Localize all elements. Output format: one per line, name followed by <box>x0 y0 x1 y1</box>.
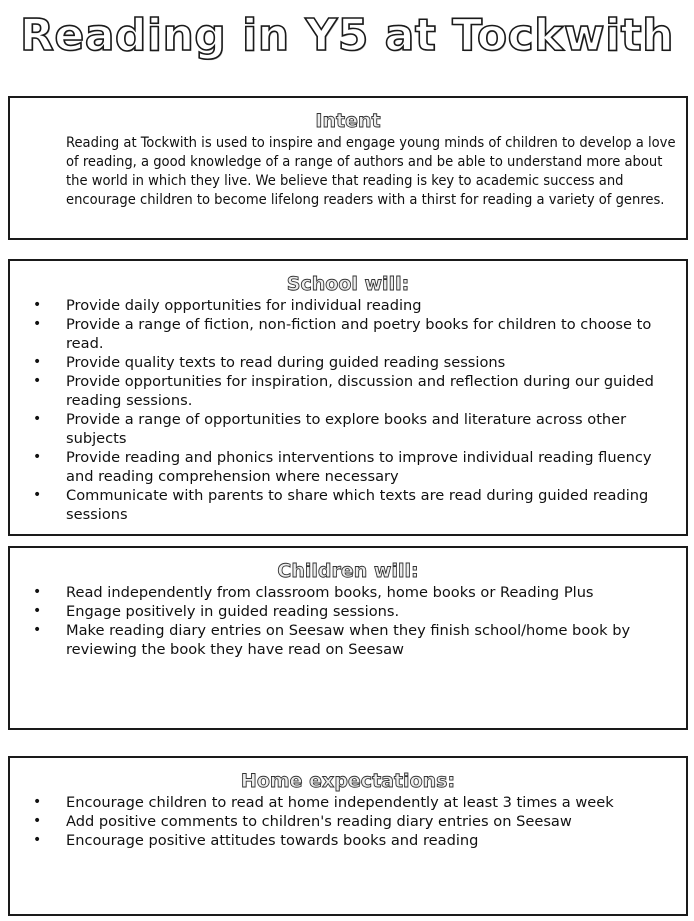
list-item-text: Encourage positive attitudes towards books and reading <box>66 832 479 849</box>
list-item <box>10 812 686 831</box>
bullet-icon: • <box>33 316 42 332</box>
children-will-section <box>8 546 688 730</box>
list-item <box>10 486 686 524</box>
bullet-icon: • <box>33 603 42 619</box>
list-item <box>10 831 686 850</box>
home-expectations-list <box>10 793 686 850</box>
list-item-text: Provide daily opportunities for individual reading <box>66 297 422 314</box>
list-item-text: Provide a range of fiction, non-fiction and poetry books for children to choose to read. <box>66 316 652 352</box>
intent-heading: Intent <box>315 110 381 132</box>
bullet-icon: • <box>33 411 42 427</box>
list-item-text: Communicate with parents to share which texts are read during guided reading sessions <box>66 487 649 523</box>
list-item <box>10 583 686 602</box>
school-will-section <box>8 259 688 536</box>
list-item-text: Provide quality texts to read during guided reading sessions <box>66 354 506 371</box>
list-item <box>10 793 686 812</box>
list-item-text: Add positive comments to children's reading diary entries on Seesaw <box>66 813 572 830</box>
intent-text: Reading at Tockwith is used to inspire and engage young minds of children to develop a love of reading, a good knowledge of a range of authors and be able to understand more about the world in which they live. We believe that reading is key to academic success and encourage children to become lifelong readers with a thirst for reading a variety of genres. <box>66 134 676 208</box>
home-expectations-section <box>8 756 688 916</box>
list-item <box>10 353 686 372</box>
bullet-icon: • <box>33 813 42 829</box>
list-item-text: Read independently from classroom books, home books or Reading Plus <box>66 584 594 601</box>
list-item-text: Make reading diary entries on Seesaw when they finish school/home book by reviewing the book they have read on Seesaw <box>66 622 631 658</box>
list-item <box>10 602 686 621</box>
bullet-icon: • <box>33 487 42 503</box>
bullet-icon: • <box>33 449 42 465</box>
children-will-list <box>10 583 686 659</box>
list-item <box>10 448 686 486</box>
home-expectations-heading: Home expectations: <box>240 770 456 792</box>
page-title: Reading in Y5 at Tockwith <box>19 10 675 61</box>
list-item <box>10 296 686 315</box>
bullet-icon: • <box>33 354 42 370</box>
list-item <box>10 410 686 448</box>
bullet-icon: • <box>33 373 42 389</box>
bullet-icon: • <box>33 297 42 313</box>
bullet-icon: • <box>33 622 42 638</box>
list-item-text: Provide reading and phonics interventions to improve individual reading fluency and reading comprehension where necessary <box>66 449 652 485</box>
list-item-text: Encourage children to read at home independently at least 3 times a week <box>66 794 614 811</box>
bullet-icon: • <box>33 832 42 848</box>
intent-section <box>8 96 688 240</box>
list-item-text: Provide a range of opportunities to explore books and literature across other subjects <box>66 411 627 447</box>
list-item-text: Provide opportunities for inspiration, discussion and reflection during our guided reading sessions. <box>66 373 654 409</box>
school-will-heading: School will: <box>286 273 410 295</box>
list-item <box>10 315 686 353</box>
children-will-heading: Children will: <box>277 560 419 582</box>
list-item <box>10 621 686 659</box>
bullet-icon: • <box>33 584 42 600</box>
school-will-list <box>10 296 686 524</box>
list-item-text: Engage positively in guided reading sessions. <box>66 603 400 620</box>
list-item <box>10 372 686 410</box>
bullet-icon: • <box>33 794 42 810</box>
